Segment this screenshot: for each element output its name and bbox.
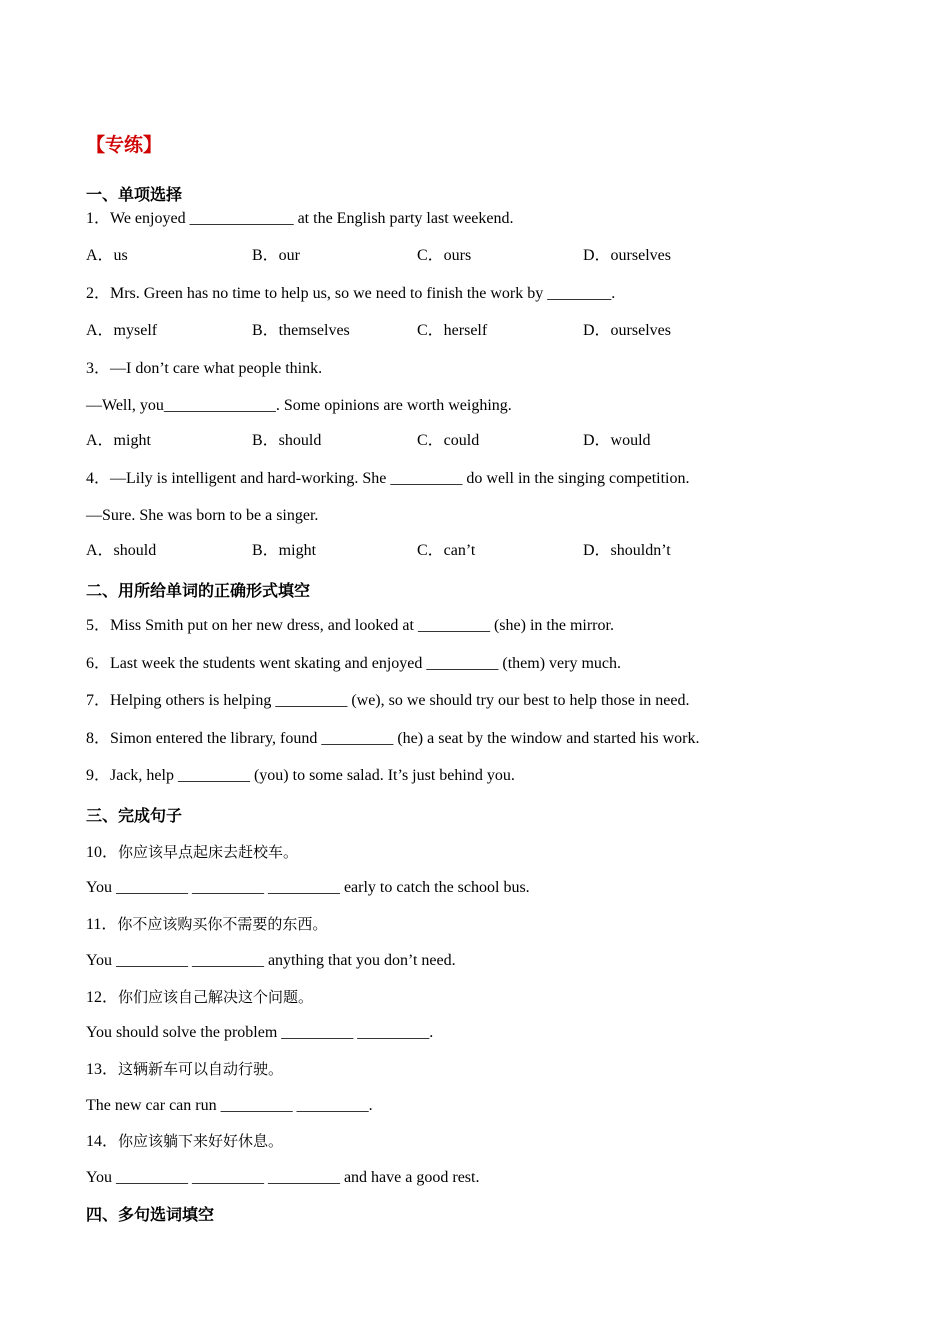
worksheet-title: 【专练】 — [86, 134, 163, 156]
question-number: 14． — [86, 1133, 119, 1150]
chinese-sentence: 你应该早点起床去赶校车。 — [118, 843, 299, 861]
question-2-stem: 2．Mrs. Green has no time to help us, so we need to finish the work by ________. — [86, 285, 616, 302]
option-c[interactable]: C．ours — [417, 247, 472, 264]
chinese-sentence: 你们应该自己解决这个问题。 — [118, 988, 314, 1006]
question-10-prompt — [86, 842, 298, 863]
question-7: 7．Helping others is helping _________ (we), so we should try our best to help those in need. — [86, 692, 690, 709]
question-14-answer-line: You _________ _________ _________ and have a good rest. — [86, 1169, 480, 1186]
section-heading-4: 四、多句选词填空 — [86, 1205, 215, 1224]
section-heading-3: 三、完成句子 — [86, 806, 183, 825]
option-b[interactable]: B．themselves — [252, 322, 350, 339]
option-b[interactable]: B．might — [252, 542, 317, 559]
question-5: 5．Miss Smith put on her new dress, and looked at _________ (she) in the mirror. — [86, 617, 614, 634]
question-9: 9．Jack, help _________ (you) to some salad. It’s just behind you. — [86, 767, 515, 784]
question-13-answer-line: The new car can run _________ _________. — [86, 1097, 373, 1114]
question-11-prompt — [86, 914, 327, 935]
question-number: 13． — [86, 1061, 119, 1078]
question-2-options — [86, 321, 786, 341]
question-14-prompt — [86, 1131, 283, 1152]
question-3-dialogue-line: —Well, you______________. Some opinions are worth weighing. — [86, 397, 512, 414]
option-b[interactable]: B．should — [252, 432, 322, 449]
question-12-prompt — [86, 987, 313, 1008]
option-d[interactable]: D．ourselves — [583, 247, 671, 264]
option-c[interactable]: C．herself — [417, 322, 488, 339]
option-d[interactable]: D．would — [583, 432, 651, 449]
option-c[interactable]: C．could — [417, 432, 480, 449]
chinese-sentence: 你应该躺下来好好休息。 — [118, 1132, 284, 1150]
section-heading-2: 二、用所给单词的正确形式填空 — [86, 581, 311, 600]
question-1-options — [86, 246, 786, 266]
question-1-stem: 1．We enjoyed _____________ at the English party last weekend. — [86, 210, 514, 227]
question-4-stem: 4．—Lily is intelligent and hard-working. She _________ do well in the singing competition. — [86, 470, 690, 487]
question-4-options — [86, 541, 786, 561]
option-b[interactable]: B．our — [252, 247, 301, 264]
section-heading-1: 一、单项选择 — [86, 185, 183, 204]
question-10-answer-line: You _________ _________ _________ early to catch the school bus. — [86, 879, 530, 896]
question-6: 6．Last week the students went skating and enjoyed _________ (them) very much. — [86, 655, 621, 672]
question-number: 10． — [86, 844, 119, 861]
chinese-sentence: 你不应该购买你不需要的东西。 — [117, 915, 328, 933]
option-d[interactable]: D．ourselves — [583, 322, 671, 339]
question-8: 8．Simon entered the library, found _________ (he) a seat by the window and started his work. — [86, 730, 700, 747]
chinese-sentence: 这辆新车可以自动行驶。 — [118, 1060, 284, 1078]
option-a[interactable]: A．should — [86, 542, 157, 559]
question-13-prompt — [86, 1059, 283, 1080]
option-a[interactable]: A．might — [86, 432, 151, 449]
option-a[interactable]: A．us — [86, 247, 128, 264]
option-a[interactable]: A．myself — [86, 322, 158, 339]
question-number: 11． — [86, 916, 118, 933]
question-3-options — [86, 431, 786, 451]
question-12-answer-line: You should solve the problem _________ _________. — [86, 1024, 434, 1041]
question-4-dialogue-line: —Sure. She was born to be a singer. — [86, 507, 319, 524]
option-d[interactable]: D．shouldn’t — [583, 542, 671, 559]
option-c[interactable]: C．can’t — [417, 542, 476, 559]
question-3-stem: 3．—I don’t care what people think. — [86, 360, 323, 377]
question-number: 12． — [86, 989, 119, 1006]
question-11-answer-line: You _________ _________ anything that you don’t need. — [86, 952, 456, 969]
